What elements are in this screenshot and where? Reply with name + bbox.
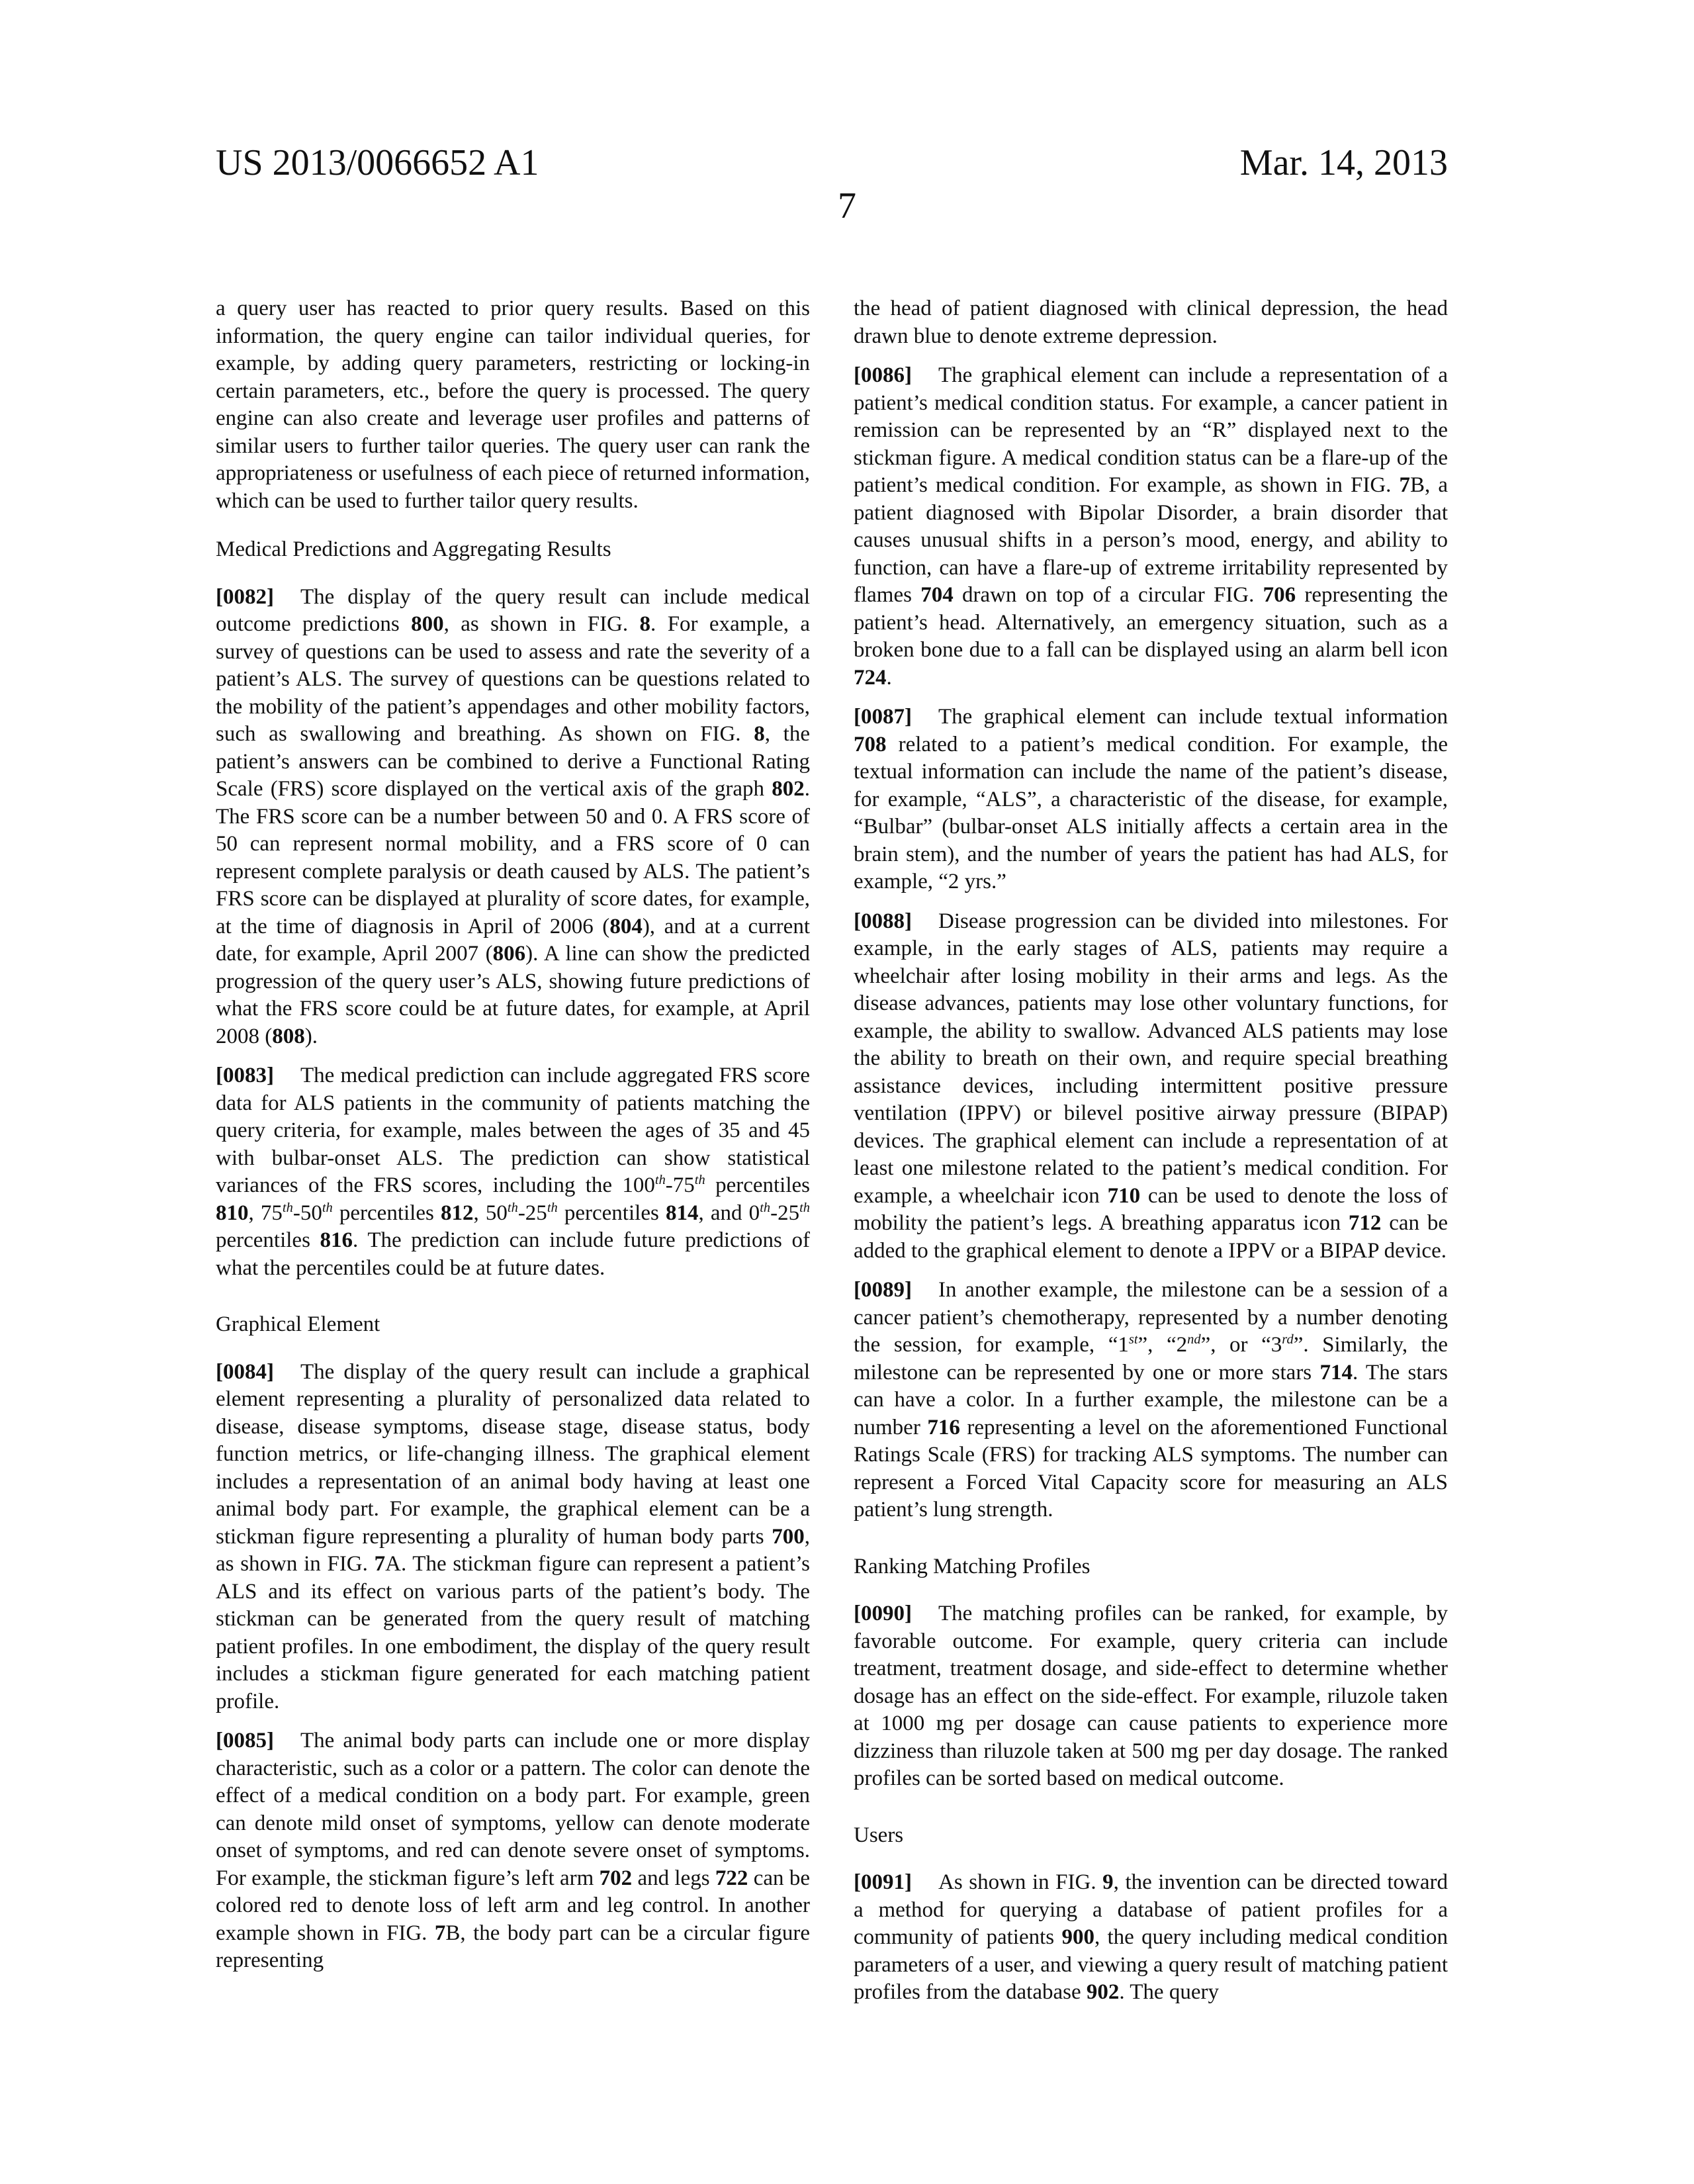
ref-numeral: 9 — [1102, 1870, 1114, 1894]
paragraph-number: [0087] — [854, 705, 912, 729]
ref-numeral: 804 — [609, 914, 643, 938]
ref-numeral: 722 — [715, 1866, 748, 1890]
ref-numeral: 724 — [854, 665, 887, 690]
left-column — [216, 295, 810, 1987]
section-heading-medical-predictions: Medical Predictions and Aggregating Results — [216, 537, 611, 561]
ref-numeral: 902 — [1086, 1980, 1120, 2004]
ref-numeral: 712 — [1348, 1211, 1382, 1235]
paragraph-0084: [0084] The display of the query result can include a graphical element representing a plurality of personalized data related to disease, disease symptoms, disease stage, disease status, body function metrics, or life-changing illness. The graphical element includes a representation of an animal body having at least one animal body part. For example, the graphical element can be a stickman figure representing a plurality of human body parts 700, as shown in FIG. 7A. The stickman figure can represent a patient’s ALS and its effect on various parts of the patient’s body. The stickman can be generated from the query result of matching patient profiles. In one embodiment, the display of the query result includes a stickman figure generated for each matching patient profile. — [216, 1359, 810, 1713]
section-heading-ranking: Ranking Matching Profiles — [854, 1554, 1091, 1578]
ref-numeral: 816 — [320, 1228, 353, 1252]
ref-numeral: 702 — [599, 1866, 633, 1890]
ref-numeral: 8 — [754, 722, 765, 746]
ref-numeral: 806 — [492, 942, 526, 966]
ref-numeral: 7 — [1399, 473, 1410, 497]
paragraph-number: [0082] — [216, 584, 274, 609]
paragraph-number: [0089] — [854, 1278, 912, 1302]
ref-numeral: 7 — [434, 1921, 446, 1945]
paragraph-number: [0083] — [216, 1064, 274, 1087]
ref-numeral: 700 — [772, 1524, 805, 1549]
paragraph-0087: [0087] The graphical element can include textual information 708 related to a patient’s medical condition. For example, the textual information can include the name of the patient’s disease, for example, “ALS”, a characteristic of the disease, for example, “Bulbar” (bulbar-onset ALS initially affects a certain area in the brain stem), and the number of years the patient has had ALS, for example, “2 yrs.” — [854, 705, 1448, 893]
ref-numeral: 812 — [440, 1201, 474, 1225]
ref-numeral: 706 — [1263, 583, 1296, 607]
ref-numeral: 900 — [1061, 1925, 1094, 1949]
ref-numeral: 704 — [920, 583, 954, 607]
paragraph-number: [0085] — [216, 1729, 274, 1752]
publication-number: US 2013/0066652 A1 — [216, 142, 539, 183]
right-column — [854, 295, 1448, 2019]
ref-numeral: 802 — [772, 777, 805, 801]
ref-numeral: 808 — [272, 1024, 305, 1048]
ref-numeral: 814 — [665, 1201, 699, 1225]
paragraph-continued: the head of patient diagnosed with clinical depression, the head drawn blue to denote extreme depression. — [854, 296, 1448, 348]
paragraph-number: [0084] — [216, 1359, 274, 1384]
paragraph-number: [0090] — [854, 1602, 912, 1625]
paragraph-0091: [0091] As shown in FIG. 9, the invention can be directed toward a method for querying a database of patient profiles for a community of patients 900, the query including medical condition parameters of a user, and viewing a query result of matching patient profiles from the database 902. The query — [854, 1870, 1449, 2004]
publication-date: Mar. 14, 2013 — [1239, 142, 1448, 183]
ref-numeral: 710 — [1107, 1183, 1141, 1208]
paragraph-0085: [0085] The animal body parts can include one or more display characteristic, such as a color or a pattern. The color can denote the effect of a medical condition on a body part. For example, green can denote mild onset of symptoms, yellow can denote moderate onset of symptoms, and red can denote severe onset of symptoms. For example, the stickman figure’s left arm 702 and legs 722 can be colored red to denote loss of left arm and leg control. In another example shown in FIG. 7B, the body part can be a circular figure representing — [216, 1729, 810, 1972]
paragraph-continued: a query user has reacted to prior query results. Based on this information, the query engine can tailor individual queries, for example, by adding query parameters, restricting or locking-in certain parameters, etc., before the query is processed. The query engine can also create and leverage user profiles and patterns of similar users to further tailor queries. The query user can rank the appropriateness or usefulness of each piece of returned information, which can be used to further tailor query results. — [216, 296, 810, 513]
paragraph-0086: [0086] The graphical element can include a representation of a patient’s medical condition status. For example, a cancer patient in remission can be represented by an “R” displayed next to the stickman figure. A medical condition status can be a flare-up of the patient’s medical condition. For example, as shown in FIG. 7B, a patient diagnosed with Bipolar Disorder, a brain disorder that causes unusual shifts in a person’s mood, energy, and ability to function, can have a flare-up of extreme irritability represented by flames 704 drawn on top of a circular FIG. 706 representing the patient’s head. Alternatively, an emergency situation, such as a broken bone due to a fall can be displayed using an alarm bell icon 724. — [854, 363, 1449, 690]
section-heading-users: Users — [854, 1823, 904, 1847]
ref-numeral: 708 — [854, 732, 887, 756]
ref-numeral: 800 — [411, 612, 444, 636]
page-number: 7 — [838, 185, 856, 226]
paragraph-number: [0086] — [854, 363, 912, 387]
paragraph-number: [0091] — [854, 1870, 912, 1894]
ref-numeral: 7 — [374, 1552, 386, 1576]
ref-numeral: 714 — [1319, 1360, 1353, 1385]
paragraph-number: [0088] — [854, 909, 912, 933]
paragraph-0090: [0090] The matching profiles can be ranked, for example, by favorable outcome. For example, query criteria can include treatment, treatment dosage, and side-effect to determine whether dosage has an effect on the side-effect. For example, riluzole taken at 1000 mg per dosage can cause patients to experience more dizziness than riluzole taken at 500 mg per day dosage. The ranked profiles can be sorted based on medical outcome. — [854, 1602, 1448, 1790]
paragraph-0083: [0083] The medical prediction can include aggregated FRS score data for ALS patients in the community of patients matching the query criteria, for example, males between the ages of 35 and 45 with bulbar-onset ALS. The prediction can show statistical variances of the FRS scores, including the 100th-75th percentiles 810, 75th-50th percentiles 812, 50th-25th percentiles 814, and 0th-25th percentiles 816. The prediction can include future predictions of what the percentiles could be at future dates. — [216, 1064, 810, 1280]
paragraph-0089: [0089] In another example, the milestone can be a session of a cancer patient’s chemotherapy, represented by a number denoting the session, for example, “1st”, “2nd”, or “3rd”. Similarly, the milestone can be represented by one or more stars 714. The stars can have a color. In a further example, the milestone can be a number 716 representing a level on the aforementioned Functional Ratings Scale (FRS) for tracking ALS symptoms. The number can represent a Forced Vital Capacity score for measuring an ALS patient’s lung strength. — [854, 1278, 1448, 1522]
paragraph-0082: [0082] The display of the query result can include medical outcome predictions 800, as shown in FIG. 8. For example, a survey of questions can be used to assess and rate the severity of a patient’s ALS. The survey of questions can be questions related to the mobility of the patient’s appendages and other mobility factors, such as swallowing and breathing. As shown on FIG. 8, the patient’s answers can be combined to derive a Functional Rating Scale (FRS) score displayed on the vertical axis of the graph 802. The FRS score can be a number between 50 and 0. A FRS score of 50 can represent normal mobility, and a FRS score of 0 can represent complete paralysis or death caused by ALS. The patient’s FRS score can be displayed at plurality of score dates, for example, at the time of diagnosis in April of 2006 (804), and at a current date, for example, April 2007 (806). A line can show the predicted progression of the query user’s ALS, showing future predictions of what the FRS score could be at future dates, for example, at April 2008 (808). — [216, 584, 811, 1048]
section-heading-graphical-element: Graphical Element — [216, 1312, 380, 1336]
paragraph-0088: [0088] Disease progression can be divided into milestones. For example, in the early stages of ALS, patients may require a wheelchair after losing mobility in their arms and legs. As the disease advances, patients may lose other voluntary functions, for example, the ability to swallow. Advanced ALS patients may lose the ability to breath on their own, and require special breathing assistance devices, including intermittent positive pressure ventilation (IPPV) or bilevel positive airway pressure (BIPAP) devices. The graphical element can include a representation of at least one milestone related to the patient’s medical condition. For example, a wheelchair icon 710 can be used to denote the loss of mobility the patient’s legs. A breathing apparatus icon 712 can be added to the graphical element to denote a IPPV or a BIPAP device. — [854, 909, 1448, 1263]
ref-numeral: 716 — [927, 1415, 960, 1439]
ref-numeral: 810 — [216, 1201, 249, 1225]
ref-numeral: 8 — [639, 612, 651, 636]
